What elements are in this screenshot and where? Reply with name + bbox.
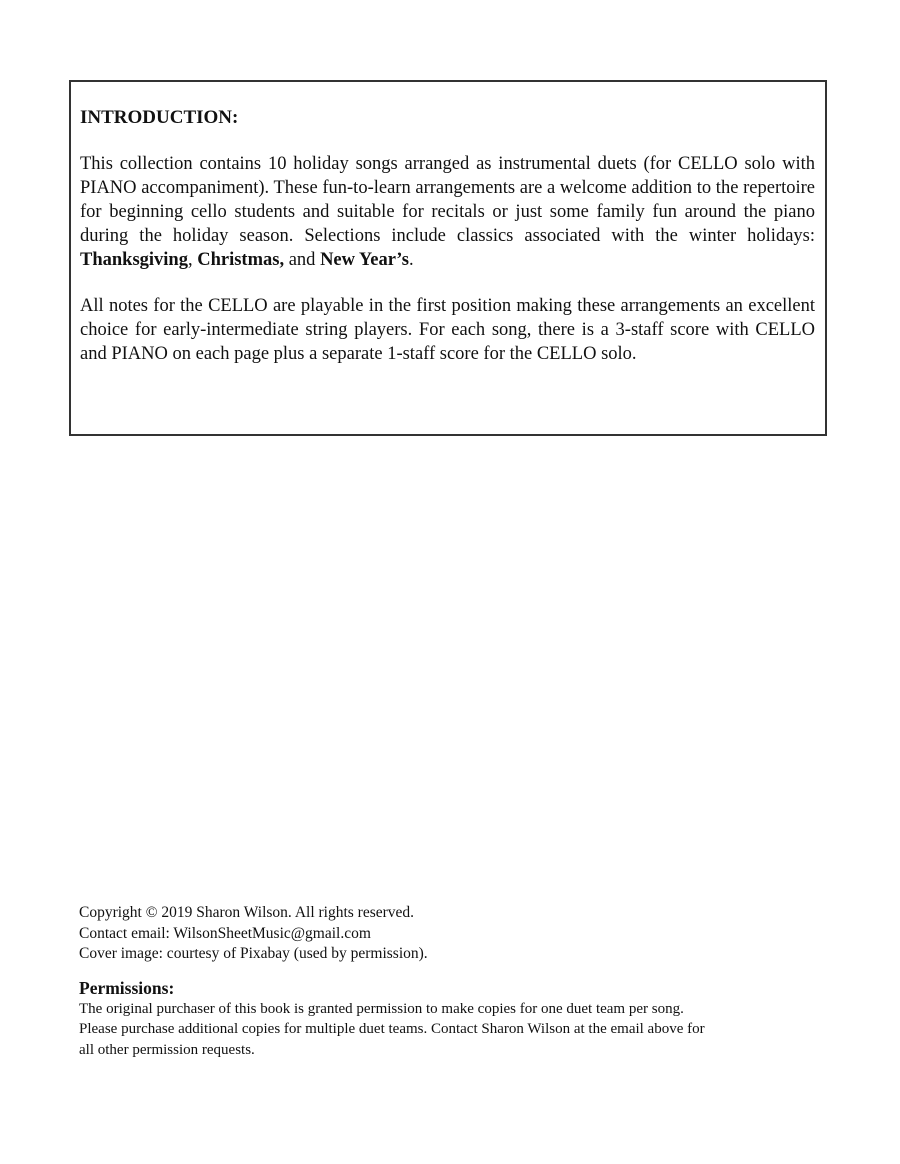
credits-block xyxy=(79,903,839,1060)
period: . xyxy=(408,250,414,270)
separator: and xyxy=(284,250,321,270)
holiday-christmas: Christmas, xyxy=(197,250,285,270)
cover-image-credit: Cover image: courtesy of Pixabay (used by permission). xyxy=(79,945,428,962)
introduction-heading: INTRODUCTION: xyxy=(80,107,239,128)
introduction-box xyxy=(69,80,827,436)
introduction-paragraph-2: All notes for the CELLO are playable in the first position making these arrangements an excellent choice for early-intermediate string players. For each song, there is a 3-staff score with CELLO and PIANO on each page plus a separate 1-staff score for the CELLO solo. xyxy=(80,296,815,364)
permissions-line: all other permission requests. xyxy=(79,1041,255,1058)
permissions-line: Please purchase additional copies for multiple duet teams. Contact Sharon Wilson at the email above for xyxy=(79,1021,705,1037)
holiday-new-years: New Year’s xyxy=(320,250,409,270)
permissions-line: The original purchaser of this book is granted permission to make copies for one duet team per song. xyxy=(79,1000,684,1017)
permissions-text xyxy=(79,999,824,1061)
contact-email-line: Contact email: WilsonSheetMusic@gmail.com xyxy=(79,924,371,942)
separator: , xyxy=(187,250,198,270)
introduction-paragraph-1 xyxy=(80,152,815,272)
holiday-thanksgiving: Thanksgiving xyxy=(80,250,188,270)
permissions-heading: Permissions: xyxy=(79,977,175,998)
intro-text: This collection contains 10 holiday songs arranged as instrumental duets (for CELLO solo with PIANO accompaniment). These fun-to-learn arrangements are a welcome addition to the repertoire for beginning cello students and suitable for recitals or just some family fun around the piano during the holiday season. Selections include classics associated with the winter holidays: xyxy=(80,154,815,246)
copyright-line: Copyright © 2019 Sharon Wilson. All rights reserved. xyxy=(79,904,415,921)
